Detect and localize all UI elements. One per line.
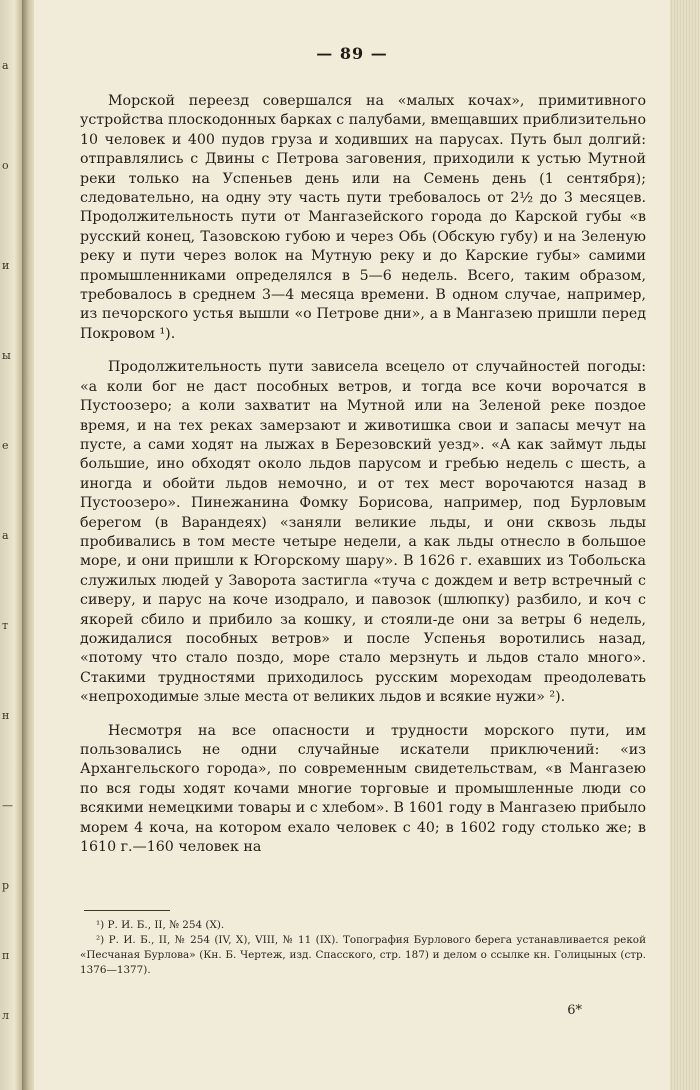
facing-page-fragment: л [2, 1009, 9, 1022]
facing-page-fragment: а [2, 59, 9, 72]
main-text [80, 92, 646, 871]
footnote: ¹) Р. И. Б., II, № 254 (X). [96, 919, 225, 931]
facing-page-edge [0, 0, 24, 1090]
facing-page-fragment: о [2, 159, 9, 172]
facing-page-fragment: — [2, 799, 13, 812]
book-page [34, 0, 670, 1090]
paragraph: Морской переезд совершался на «малых кочах», примитивного устройства плоскодонных барках с палубами, вмещавших приблизительно 10 человек и 400 пудов груза и ходивших на парусах. Путь был долгий: отправлялись с Двины с Петрова заговения, приходили к устью Мутной реки только на Успеньев день или на Семень день (1 сентября); следовательно, на одну эту часть пути требовалось от 2½ до 3 месяцев. Продолжительность пути от Мангазейского города до Карской губы «в русский конец, Тазовскою губою и через Обь (Обскую губу) и на Зеленую реку и пути через волок на Мутную реку и до Карские губы» самими промышленниками определялся в 5—6 недель. Всего, таким образом, требовалось в среднем 3—4 месяца времени. В одном случае, например, из печорского устья вышли «о Петрове дни», а в Мангазею пришли перед Покровом ¹). [80, 93, 646, 342]
page-number: — 89 — [316, 44, 388, 63]
footnote-divider [84, 910, 170, 911]
printer-signature-mark: 6* [567, 1003, 582, 1018]
facing-page-fragment: п [2, 949, 10, 962]
paragraph: Продолжительность пути зависела всецело от случайностей погоды: «а коли бог не даст пособных ветров, и тогда все кочи ворочатся в Пустоозеро; а коли захватит на Мутной или на Зеленой реке поздое время, и на тех реках замерзают и животишка свои и запасы мечут на пусте, а сами ходят на лыжах в Березовский уезд». «А как займут льды большие, ино обходят около льдов парусом и гребью недель с шесть, а иногда и обойти льдов немочно, и от тех мест ворочаются назад в Пустоозеро». Пинежанина Фомку Борисова, например, под Бурловым берегом (в Варандеях) «заняли великие льды, и они сквозь льды пробивались в том месте четыре недели, а как льды отнесло в большое море, и они пришли к Югорскому шару». В 1626 г. ехавших из Тобольска служилых людей у Заворота застигла «туча с дождем и ветр встречный с сиверу, и парус на коче изодрало, и павозок (шлюпку) разбило, и коч с якорей сбило и прибило за кошку, и стояли-де они за ветры 6 недель, дожидалися пособных ветров» и после Успенья воротились назад, «потому что стало поздо, море стало мерзнуть и льдов стало много». Стакими трудностями приходилось русским мореходам преодолевать «непроходимые злые места от великих льдов и всякие нужи» ²). [80, 359, 646, 706]
facing-page-fragment: а [2, 529, 9, 542]
facing-page-fragment: ы [2, 349, 11, 362]
page-block-edge [670, 0, 700, 1090]
facing-page-fragment: и [2, 259, 10, 272]
footnote: ²) Р. И. Б., II, № 254 (IV, X), VIII, № 11 (IX). Топография Бурлового берега устанавливается рекой «Песчаная Бурлова» (Кн. Б. Чертеж, изд. Спасского, стр. 187) и делом о ссылке кн. Голицыных (стр. 1376—1377). [80, 934, 646, 976]
facing-page-fragment: н [2, 709, 10, 722]
facing-page-fragment: т [2, 619, 9, 632]
footnotes [80, 918, 646, 978]
paragraph: Несмотря на все опасности и трудности морского пути, им пользовались не одни случайные искатели приключений: «из Архангельского города», по современным свидетельствам, «в Мангазею по вся годы ходят кочами многие торговые и промышленные люди со всякими немецкими товары и с хлебом». В 1601 году в Мангазею прибыло морем 4 коча, на котором ехало человек с 40; в 1602 году столько же; в 1610 г.—160 человек на [80, 722, 646, 856]
facing-page-fragment: е [2, 439, 9, 452]
facing-page-fragment: р [2, 879, 10, 892]
